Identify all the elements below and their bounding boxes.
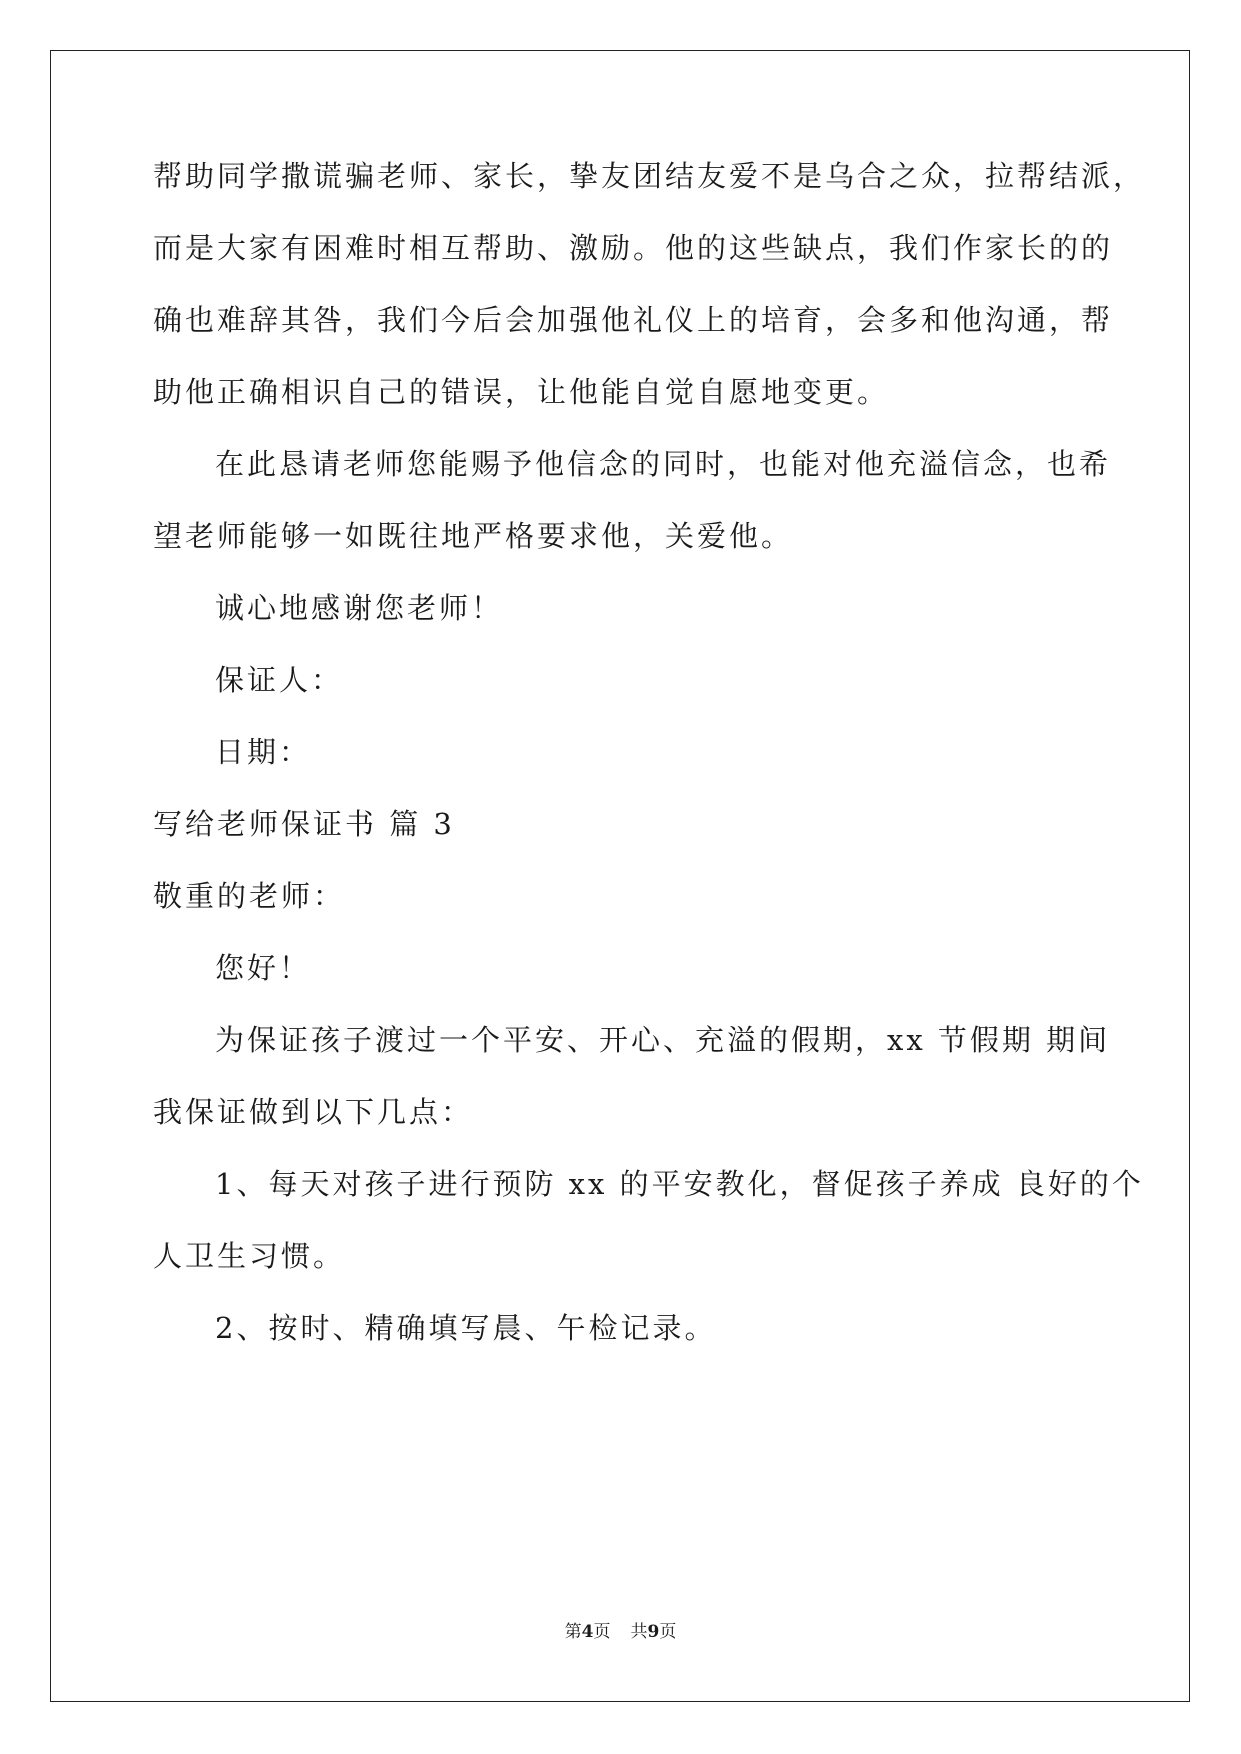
section-heading: 写给老师保证书 篇 3 bbox=[153, 807, 455, 841]
list-item-2: 2、按时、精确填写晨、午检记录。 bbox=[215, 1311, 717, 1345]
body-line-1: 帮助同学撒谎骗老师、家长，挚友团结友爱不是乌合之众，拉帮结派， bbox=[153, 159, 1146, 193]
guarantor-label: 保证人： bbox=[215, 663, 344, 697]
list-item-1-cont: 人卫生习惯。 bbox=[153, 1239, 346, 1273]
current-page: 4 bbox=[581, 1622, 594, 1642]
body-line-5: 在此恳请老师您能赐予他信念的同时，也能对他充溢信念，也希 bbox=[215, 447, 1112, 481]
list-item-1: 1、每天对孩子进行预防 xx 的平安教化，督促孩子养成 良好的个 bbox=[215, 1167, 1144, 1201]
body-line-6: 望老师能够一如既往地严格要求他，关爱他。 bbox=[153, 519, 794, 553]
body-line-3: 确也难辞其咎，我们今后会加强他礼仪上的培育，会多和他沟通，帮 bbox=[153, 303, 1114, 337]
body-line-8: 我保证做到以下几点： bbox=[153, 1095, 474, 1129]
salutation: 敬重的老师： bbox=[153, 879, 346, 913]
body-line-4: 助他正确相识自己的错误，让他能自觉自愿地变更。 bbox=[153, 375, 890, 409]
footer-total-suffix: 页 bbox=[659, 1622, 677, 1642]
greeting: 您好！ bbox=[215, 951, 312, 985]
total-pages: 9 bbox=[647, 1622, 660, 1642]
footer-total-prefix: 共 bbox=[630, 1622, 648, 1642]
date-label: 日期： bbox=[215, 735, 312, 769]
thanks-line: 诚心地感谢您老师！ bbox=[215, 591, 504, 625]
page-footer bbox=[0, 1617, 1241, 1642]
body-line-7: 为保证孩子渡过一个平安、开心、充溢的假期，xx 节假期 期间 bbox=[215, 1023, 1111, 1057]
page-border bbox=[50, 50, 1190, 1702]
footer-prefix: 第 bbox=[564, 1622, 582, 1642]
footer-suffix: 页 bbox=[593, 1622, 611, 1642]
body-line-2: 而是大家有困难时相互帮助、激励。他的这些缺点，我们作家长的的 bbox=[153, 231, 1114, 265]
